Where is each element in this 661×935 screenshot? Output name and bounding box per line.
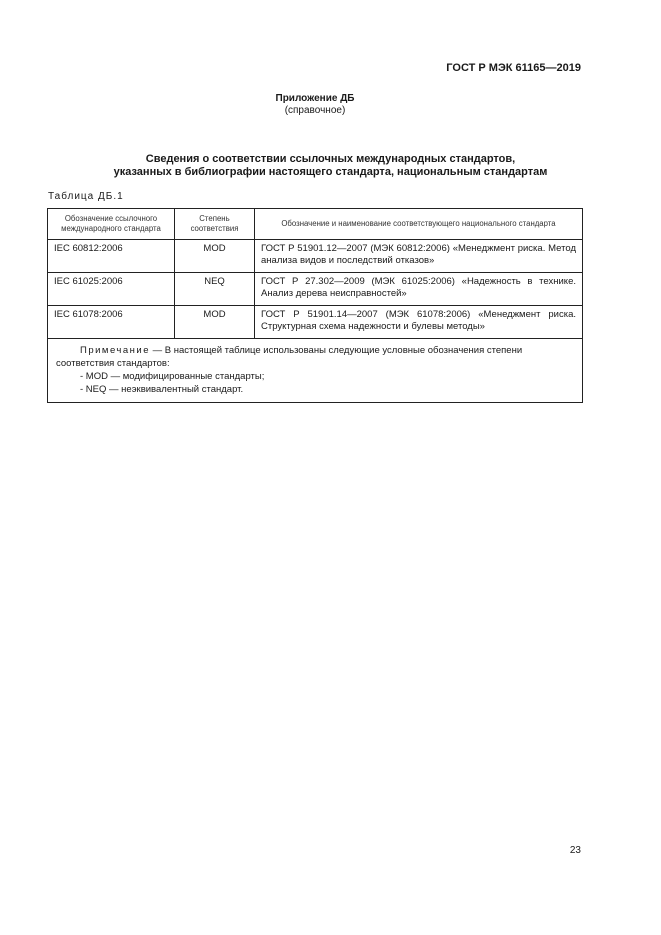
table-row: [48, 273, 583, 306]
heading-line-1: Сведения о соответствии ссылочных международных стандартов,: [145, 153, 516, 165]
column-header-national: Обозначение и наименование соответствующего национального стандарта: [255, 209, 583, 240]
table-row: [48, 240, 583, 273]
document-code: ГОСТ Р МЭК 61165—2019: [446, 62, 581, 74]
cell-national-standard: ГОСТ Р 27.302—2009 (МЭК 61025:2006) «Надежность в технике. Анализ дерева неисправностей»: [255, 273, 583, 306]
table-note-row: [48, 339, 583, 403]
cell-national-standard: ГОСТ Р 51901.12—2007 (МЭК 60812:2006) «Менеджмент риска. Метод анализа видов и последствий отказов»: [255, 240, 583, 273]
correspondence-table: [47, 208, 583, 403]
column-header-degree: Степень соответствия: [175, 209, 255, 240]
cell-degree: MOD: [175, 240, 255, 273]
cell-degree: NEQ: [175, 273, 255, 306]
cell-intl-standard: IEC 60812:2006: [48, 240, 175, 273]
table-header-row: [48, 209, 583, 240]
cell-national-standard: ГОСТ Р 51901.14—2007 (МЭК 61078:2006) «Менеджмент риска. Структурная схема надежности и булевы методы»: [255, 306, 583, 339]
note-paragraph: [56, 344, 574, 370]
note-item-mod: - MOD — модифицированные стандарты;: [80, 371, 265, 382]
note-text: — В настоящей таблице использованы следующие условные обозначения степени соответствия стандартов:: [56, 345, 523, 369]
cell-degree: MOD: [175, 306, 255, 339]
column-header-intl: Обозначение ссылочного международного стандарта: [48, 209, 175, 240]
cell-intl-standard: IEC 61078:2006: [48, 306, 175, 339]
note-item-neq: - NEQ — неэквивалентный стандарт.: [80, 384, 244, 395]
annex-title: Приложение ДБ: [275, 93, 355, 104]
cell-intl-standard: IEC 61025:2006: [48, 273, 175, 306]
page-number: 23: [569, 845, 581, 856]
table-label: Таблица ДБ.1: [48, 191, 124, 202]
annex-header: [0, 93, 630, 117]
section-heading: [0, 153, 661, 179]
table-note: [48, 339, 583, 403]
heading-line-2: указанных в библиографии настоящего стандарта, национальным стандартам: [113, 166, 548, 178]
annex-subtitle: (справочное): [284, 105, 346, 116]
note-label: Примечание: [80, 345, 150, 356]
table-row: [48, 306, 583, 339]
